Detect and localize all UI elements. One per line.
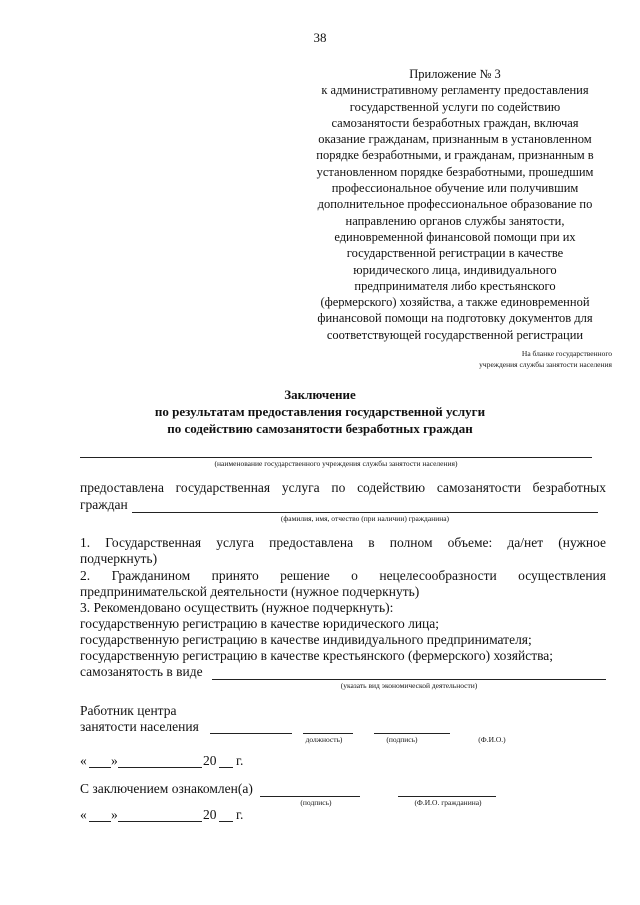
item-3-self-employment: самозанятость в виде: [80, 664, 203, 679]
citizen-name-line[interactable]: [132, 512, 598, 513]
activity-type-line[interactable]: [212, 679, 606, 680]
date-month-line[interactable]: [118, 767, 202, 768]
acquainted-label: С заключением ознакомлен(а): [80, 781, 253, 796]
worker-position-line-2[interactable]: [303, 733, 353, 734]
appendix-line: финансовой помощи на подготовку документов для: [317, 311, 593, 326]
acquainted-signature-caption: (подпись): [300, 798, 332, 807]
worker-label: Работник центра: [80, 703, 177, 718]
worker-signature-line[interactable]: [374, 733, 450, 734]
title-line: по содействию самозанятости безработных граждан: [167, 421, 473, 436]
appendix-line: предпринимателя либо крестьянского: [354, 278, 556, 293]
date-year-prefix: 20: [203, 753, 217, 768]
appendix-line: государственной регистрации в качестве: [346, 246, 564, 261]
date-year-prefix: 20: [203, 807, 217, 822]
appendix-line: оказание гражданам, признанным в установленном: [318, 132, 592, 147]
appendix-line: установленном порядке безработными, прошедшим: [316, 164, 594, 179]
acquainted-name-line[interactable]: [398, 796, 496, 797]
blank-note-line: учреждения службы занятости населения: [479, 360, 612, 369]
item-2-line: предпринимательской деятельности (нужное подчеркнуть): [80, 584, 420, 599]
appendix-line: профессиональное обучение или получившим: [331, 181, 579, 196]
date-close-quote: »: [111, 753, 118, 768]
title-line: по результатам предоставления государственной услуги: [154, 404, 486, 419]
citizen-caption: (фамилия, имя, отчество (при наличии) гражданина): [280, 514, 450, 523]
appendix-line: направлению органов службы занятости,: [345, 213, 565, 228]
appendix-line: Приложение № 3: [409, 67, 501, 81]
item-3-option-farm[interactable]: государственную регистрацию в качестве крестьянского (фермерского) хозяйства;: [80, 648, 554, 663]
appendix-line: единовременной финансовой помощи при их: [334, 229, 576, 244]
date-day-line[interactable]: [89, 767, 111, 768]
item-1-line: 1. Государственная услуга предоставлена в полном объеме: да/нет (нужное: [80, 535, 606, 550]
appendix-line: юридического лица, индивидуального: [353, 262, 557, 277]
item-3-option-entrepreneur[interactable]: государственную регистрацию в качестве индивидуального предпринимателя;: [80, 632, 532, 647]
appendix-line: самозанятости безработных граждан, включая: [331, 115, 579, 130]
date-year-line[interactable]: [219, 767, 233, 768]
date-year-suffix: г.: [236, 807, 244, 822]
date-open-quote: «: [80, 807, 87, 822]
blank-note-line: На бланке государственного: [521, 349, 612, 358]
item-1-line: подчеркнуть): [80, 551, 158, 566]
institution-name-line[interactable]: [80, 457, 592, 458]
institution-caption: (наименование государственного учреждения службы занятости населения): [214, 459, 458, 468]
appendix-block: [292, 66, 618, 343]
document-title: [0, 386, 640, 437]
date-open-quote: «: [80, 753, 87, 768]
item-3-option-legal-entity[interactable]: государственную регистрацию в качестве юридического лица;: [80, 616, 440, 631]
date-year-line[interactable]: [219, 821, 233, 822]
appendix-line: дополнительное профессиональное образование по: [317, 197, 593, 212]
worker-label: занятости населения: [80, 719, 199, 734]
appendix-line: порядке безработными, и гражданам, признанным в: [316, 148, 594, 163]
worker-name-caption: (Ф.И.О.): [478, 735, 506, 744]
worker-position-caption: должность): [305, 735, 343, 744]
page-number: 38: [313, 30, 327, 45]
appendix-line: государственной услуги по содействию: [349, 99, 561, 114]
date-month-line[interactable]: [118, 821, 202, 822]
worker-signature-caption: (подпись): [386, 735, 418, 744]
service-statement: предоставлена государственная услуга по содействию самозанятости безработных: [80, 480, 606, 495]
activity-type-caption: (указать вид экономической деятельности): [340, 681, 478, 690]
date-close-quote: »: [111, 807, 118, 822]
blank-note: [479, 348, 612, 370]
date-day-line[interactable]: [89, 821, 111, 822]
acquainted-name-caption: (Ф.И.О. гражданина): [414, 798, 482, 807]
item-3-line: 3. Рекомендовано осуществить (нужное подчеркнуть):: [80, 600, 394, 615]
title-line: Заключение: [284, 387, 356, 402]
appendix-line: (фермерского) хозяйства, а также единовременной: [320, 295, 590, 310]
date-year-suffix: г.: [236, 753, 244, 768]
item-2-line: 2. Гражданином принято решение о нецелесообразности осуществления: [80, 568, 606, 583]
acquainted-signature-line[interactable]: [260, 796, 360, 797]
appendix-line: к административному регламенту предоставления: [321, 83, 589, 98]
appendix-line: соответствующей государственной регистрации: [326, 327, 584, 342]
citizen-label: граждан: [80, 497, 128, 512]
worker-position-line[interactable]: [210, 733, 292, 734]
